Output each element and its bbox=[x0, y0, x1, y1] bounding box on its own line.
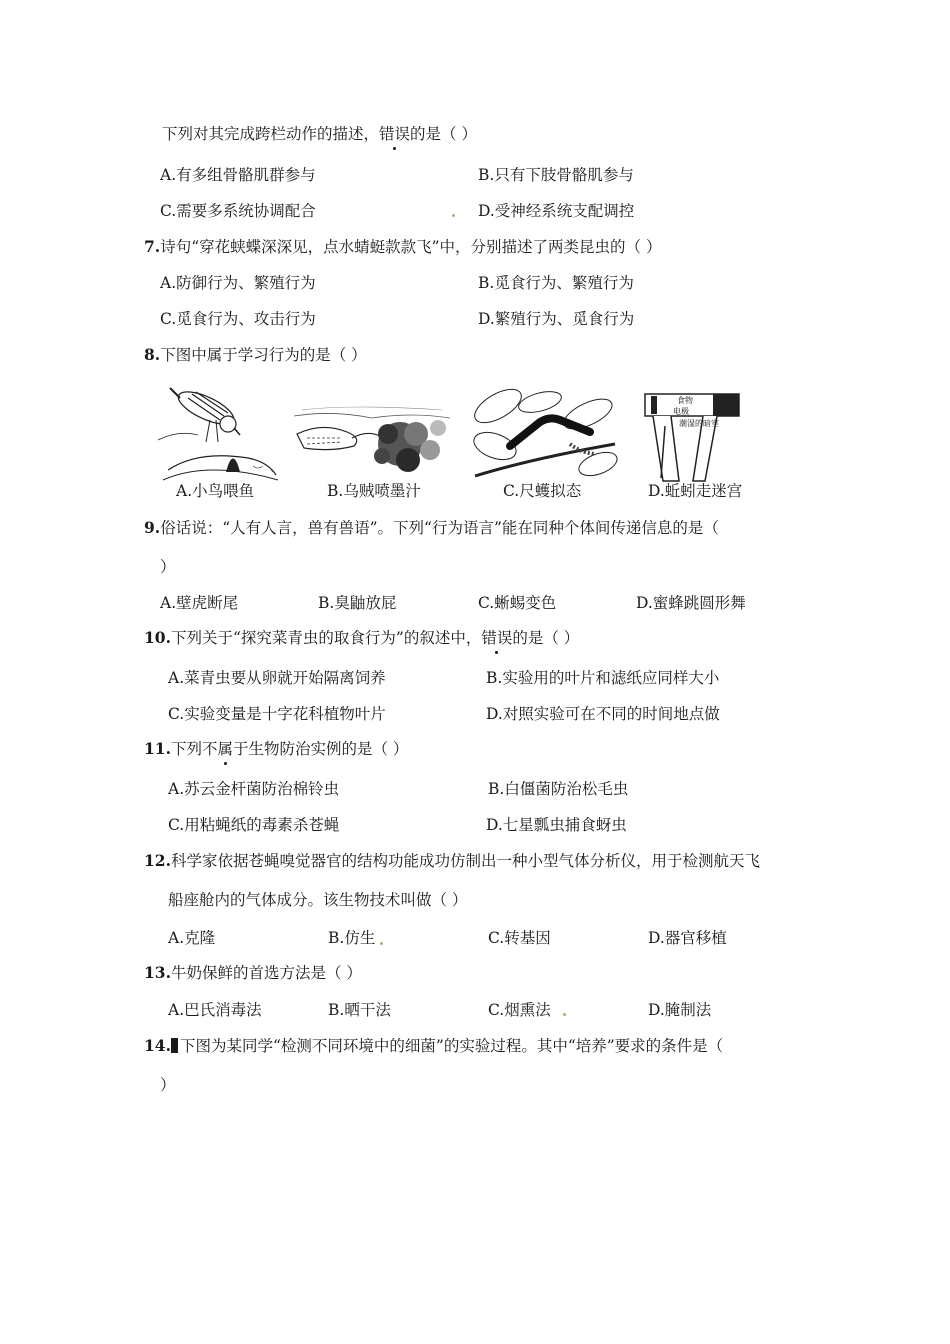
q7-stem-text: 诗句“穿花蛱蝶深深见，点水蜻蜓款款飞”中，分别描述了两类昆虫的（ ） bbox=[160, 238, 662, 256]
q11-stem-part1: 下列 bbox=[170, 740, 202, 758]
q8-option-d[interactable]: D.蚯蚓走迷宫 bbox=[648, 482, 743, 500]
q10-stem bbox=[144, 628, 579, 648]
q13-stem bbox=[144, 963, 362, 983]
q7-option-d[interactable]: D.繁殖行为、觅食行为 bbox=[478, 310, 635, 328]
q8-option-b[interactable]: B.乌贼喷墨汁 bbox=[327, 482, 421, 500]
q11-stem-emphasis: 不属于 bbox=[201, 740, 249, 758]
q7-option-c[interactable]: C.觅食行为、攻击行为 bbox=[160, 310, 316, 328]
stray-mark bbox=[563, 1013, 566, 1016]
q6-option-d[interactable]: D.受神经系统支配调控 bbox=[478, 202, 635, 220]
q6-option-c[interactable]: C.需要多系统协调配合 bbox=[160, 202, 316, 220]
q8-number: 8. bbox=[144, 345, 161, 364]
q12-option-c[interactable]: C.转基因 bbox=[488, 929, 551, 947]
q6-option-b[interactable]: B.只有下肢骨骼肌参与 bbox=[478, 166, 634, 184]
q13-option-d[interactable]: D.腌制法 bbox=[648, 1001, 712, 1019]
q10-option-d[interactable]: D.对照实验可在不同的时间地点做 bbox=[486, 705, 720, 723]
q13-number: 13. bbox=[144, 963, 171, 982]
q6-stem-emphasis: 错误 bbox=[379, 125, 411, 143]
squid-ink-illustration bbox=[292, 404, 452, 482]
q12-option-a[interactable]: A.克隆 bbox=[168, 929, 216, 947]
q11-option-a[interactable]: A.苏云金杆菌防治棉铃虫 bbox=[168, 780, 340, 798]
q10-stem-emphasis: 错误 bbox=[481, 629, 513, 647]
q6-stem-part1: 下列对其完成跨栏动作的描述， bbox=[162, 125, 380, 143]
q10-option-a[interactable]: A.菜青虫要从卵就开始隔离饲养 bbox=[168, 669, 386, 687]
q13-stem-text: 牛奶保鲜的首选方法是（ ） bbox=[170, 964, 362, 982]
bird-feeding-fish-illustration bbox=[158, 380, 283, 490]
q9-stem bbox=[144, 518, 719, 538]
q9-number: 9. bbox=[144, 518, 161, 537]
q13-option-a[interactable]: A.巴氏消毒法 bbox=[168, 1001, 262, 1019]
maze-label-electrode: 电极 bbox=[673, 407, 689, 416]
q9-stem-cont: ） bbox=[160, 558, 176, 576]
q11-number: 11. bbox=[144, 739, 171, 758]
q10-option-b[interactable]: B.实验用的叶片和滤纸应同样大小 bbox=[486, 669, 720, 687]
q12-stem-cont: 船座舱内的气体成分。该生物技术叫做（ ） bbox=[168, 891, 468, 909]
q9-option-d[interactable]: D.蜜蜂跳圆形舞 bbox=[636, 594, 746, 612]
q7-stem bbox=[144, 237, 661, 257]
q8-option-a[interactable]: A.小鸟喂鱼 bbox=[176, 482, 255, 500]
q7-option-b[interactable]: B.觅食行为、繁殖行为 bbox=[478, 274, 634, 292]
inchworm-mimicry-illustration bbox=[470, 384, 620, 484]
q7-option-a[interactable]: A.防御行为、繁殖行为 bbox=[160, 274, 316, 292]
q12-number: 12. bbox=[144, 851, 171, 870]
q14-number: 14. bbox=[144, 1036, 171, 1055]
q12-option-b[interactable]: B.仿生 bbox=[328, 929, 376, 947]
q8-stem bbox=[144, 345, 367, 365]
q14-stem-cont: ） bbox=[160, 1076, 176, 1094]
black-block-mark bbox=[171, 1038, 178, 1053]
q6-stem bbox=[162, 124, 477, 144]
earthworm-maze-illustration bbox=[643, 386, 741, 486]
q10-stem-part1: 下列关于“探究菜青虫的取食行为”的叙述中， bbox=[170, 629, 482, 647]
q9-option-c[interactable]: C.蜥蜴变色 bbox=[478, 594, 557, 612]
q10-number: 10. bbox=[144, 628, 171, 647]
q9-option-a[interactable]: A.壁虎断尾 bbox=[160, 594, 239, 612]
q8-option-c[interactable]: C.尺蠖拟态 bbox=[503, 482, 582, 500]
q14-stem-text: 下图为某同学“检测不同环境中的细菌”的实验过程。其中“培养”要求的条件是（ bbox=[179, 1037, 724, 1055]
q8-stem-text: 下图中属于学习行为的是（ ） bbox=[160, 346, 367, 364]
stray-mark bbox=[380, 942, 383, 945]
q9-option-b[interactable]: B.臭鼬放屁 bbox=[318, 594, 397, 612]
maze-label-dark-room: 潮湿的暗室 bbox=[679, 419, 719, 428]
q13-option-c[interactable]: C.烟熏法 bbox=[488, 1001, 551, 1019]
q7-number: 7. bbox=[144, 237, 161, 256]
q11-stem bbox=[144, 739, 408, 759]
q6-option-a[interactable]: A.有多组骨骼肌群参与 bbox=[160, 166, 316, 184]
q12-stem-text: 科学家依据苍蝇嗅觉器官的结构功能成功仿制出一种小型气体分析仪，用于检测航天飞 bbox=[170, 852, 760, 870]
stray-mark bbox=[452, 214, 455, 217]
q11-option-d[interactable]: D.七星瓢虫捕食蚜虫 bbox=[486, 816, 627, 834]
q12-stem bbox=[144, 851, 760, 871]
q11-option-b[interactable]: B.白僵菌防治松毛虫 bbox=[488, 780, 629, 798]
q13-option-b[interactable]: B.晒干法 bbox=[328, 1001, 391, 1019]
q14-stem bbox=[144, 1036, 723, 1056]
q11-stem-part2: 生物防治实例的是（ ） bbox=[248, 740, 409, 758]
q10-option-c[interactable]: C.实验变量是十字花科植物叶片 bbox=[168, 705, 386, 723]
q9-stem-text: 俗话说：“人有人言，兽有兽语”。下列“行为语言”能在同种个体间传递信息的是（ bbox=[160, 519, 719, 537]
q12-option-d[interactable]: D.器官移植 bbox=[648, 929, 727, 947]
q11-option-c[interactable]: C.用粘蝇纸的毒素杀苍蝇 bbox=[168, 816, 340, 834]
q10-stem-part2: 的是（ ） bbox=[512, 629, 580, 647]
maze-label-food: 食物 bbox=[677, 396, 693, 405]
q6-stem-part2: 的是（ ） bbox=[410, 125, 477, 143]
